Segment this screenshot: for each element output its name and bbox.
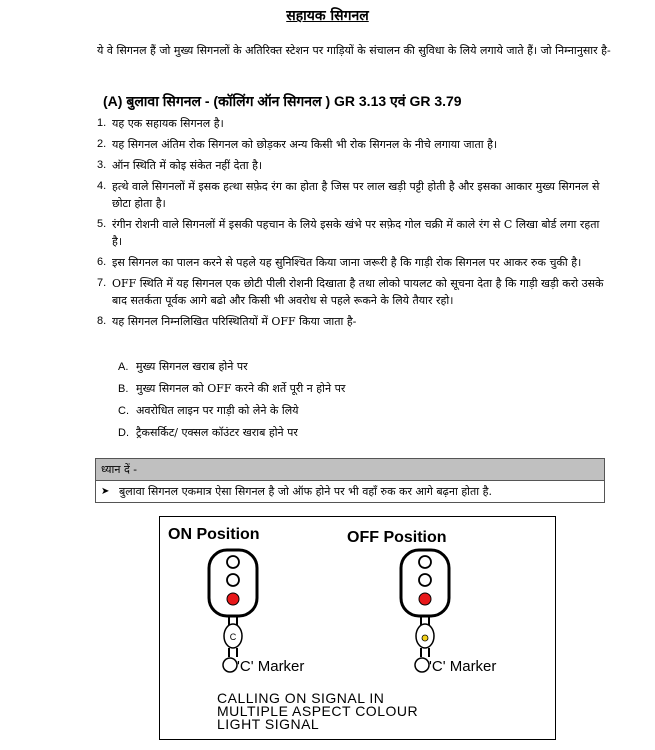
sublist-item-text: ट्रैकसर्किट/ एक्सल कॉउंटर खराब होने पर	[136, 426, 298, 439]
off-marker-disc-icon	[415, 658, 429, 672]
note-heading: ध्यान दें -	[96, 459, 604, 481]
list-item	[97, 275, 612, 309]
list-item-number: 8.	[97, 315, 107, 327]
off-red-lamp	[419, 593, 431, 605]
list-item-text: ऑन स्थिति में कोइ संकेत नहीं देता है।	[112, 159, 263, 172]
off-yellow-lamp	[422, 635, 428, 641]
note-box	[95, 458, 605, 503]
caption-line-3: LIGHT SIGNAL	[217, 716, 320, 732]
note-body	[96, 481, 604, 502]
on-position-label: ON Position	[168, 526, 260, 543]
bullet-arrow-icon: ➤	[101, 486, 110, 497]
list-item-text: हत्थे वाले सिगनलों में इसक हत्था सफ़ेद रंग का होता है जिस पर लाल खड़ी पट्टी होती है और इसका आकार मुख्य सिगनल से छोटा होता है।	[112, 180, 600, 210]
list-item-text: OFF स्थिति में यह सिगनल एक छोटी पीली रोशनी दिखाता है तथा लोको पायलट को सूचना देता है कि गाड़ी खड़ी करो उसके बाद सतर्कता पूर्वक आगे बढो और किसी भी अवरोध से पहले रूकने के लिये तैयार रहो।	[112, 277, 604, 307]
on-top-lamp	[227, 556, 239, 568]
conditions-sublist	[118, 359, 345, 447]
list-item	[97, 216, 612, 250]
sublist-item	[118, 425, 345, 441]
list-item-number: 3.	[97, 159, 107, 171]
list-item	[97, 178, 612, 212]
sublist-item-letter: C.	[118, 405, 129, 417]
off-position-label: OFF Position	[347, 529, 447, 546]
page-title: सहायक सिगनल	[286, 8, 369, 24]
list-item-number: 1.	[97, 117, 107, 129]
sublist-item	[118, 359, 345, 375]
on-marker-label: 'C' Marker	[237, 658, 305, 675]
off-middle-lamp	[419, 574, 431, 586]
off-top-lamp	[419, 556, 431, 568]
sublist-item-text: मुख्य सिगनल खराब होने पर	[136, 360, 248, 373]
list-item	[97, 313, 612, 330]
caption-line-2: MULTIPLE ASPECT COLOUR	[217, 703, 419, 719]
sublist-item-letter: B.	[118, 383, 129, 395]
list-item-number: 6.	[97, 256, 107, 268]
list-item-number: 4.	[97, 180, 107, 192]
sublist-item-letter: A.	[118, 361, 129, 373]
on-c-marker-letter: C	[229, 632, 237, 642]
list-item-text: यह सिगनल निम्नलिखित परिस्थितियों में OFF किया जाता है-	[112, 315, 357, 328]
list-item-number: 7.	[97, 277, 107, 289]
section-heading: (A) बुलावा सिगनल - (कॉलिंग ऑन सिगनल ) GR 3.13 एवं GR 3.79	[103, 93, 462, 109]
list-item-text: इस सिगनल का पालन करने से पहले यह सुनिश्चित किया जाना जरूरी है कि गाड़ी रोक सिगनल पर आकर रुक चुकी है।	[112, 256, 582, 269]
note-text: बुलावा सिगनल एकमात्र ऐसा सिगनल है जो ऑफ होने पर भी वहाँ रुक कर आगे बढ़ना होता है.	[119, 485, 492, 498]
sublist-item-letter: D.	[118, 427, 129, 439]
list-item	[97, 115, 612, 132]
intro-paragraph: ये वे सिगनल हैं जो मुख्य सिगनलों के अतिरिक्त स्टेशन पर गाड़ियों के संचालन की सुविधा के लिये लगाये जाते हैं। जो निम्नानुसार है-	[97, 44, 611, 57]
caption-line-1: CALLING ON SIGNAL IN	[217, 690, 385, 706]
list-item	[97, 136, 612, 153]
list-item-text: यह सिगनल अंतिम रोक सिगनल को छोड़कर अन्य किसी भी रोक सिगनल के नीचे लगाया जाता है।	[112, 138, 498, 151]
sublist-item-text: अवरोधित लाइन पर गाड़ी को लेने के लिये	[136, 404, 299, 417]
off-marker-label: 'C' Marker	[429, 658, 497, 675]
sublist-item	[118, 381, 345, 397]
signal-diagram	[160, 517, 555, 739]
sublist-item-text: मुख्य सिगनल को OFF करने की शर्ते पूरी न होने पर	[136, 382, 346, 395]
rules-list	[97, 115, 612, 334]
on-marker-disc-icon	[223, 658, 237, 672]
list-item-number: 2.	[97, 138, 107, 150]
signal-figure	[159, 516, 556, 740]
list-item-text: रंगीन रोशनी वाले सिगनलों में इसकी पहचान के लिये इसके खंभे पर सफ़ेद गोल चक्री में काले रंग से C लिखा बोर्ड लगा रहता है।	[112, 218, 600, 248]
list-item	[97, 254, 612, 271]
on-red-lamp	[227, 593, 239, 605]
list-item-text: यह एक सहायक सिगनल है।	[112, 117, 224, 130]
list-item	[97, 157, 612, 174]
on-middle-lamp	[227, 574, 239, 586]
sublist-item	[118, 403, 345, 419]
list-item-number: 5.	[97, 218, 107, 230]
